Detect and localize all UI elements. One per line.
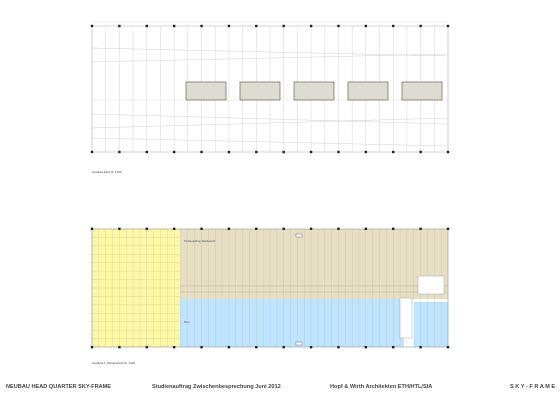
roof-column-bottom — [337, 151, 339, 153]
roof-column-bottom — [282, 151, 284, 153]
roof-column-top — [365, 25, 367, 27]
roof-column-bottom — [146, 151, 148, 153]
roof-plan-caption: Grundriss Dach Nr. 1:200 — [92, 171, 122, 174]
stair-core — [400, 298, 412, 338]
roof-column-bottom — [365, 151, 367, 153]
floor-column-bottom — [447, 346, 449, 348]
floor-column-top — [310, 228, 312, 230]
floor-column-top — [365, 228, 367, 230]
roof-light-band — [294, 82, 334, 100]
floor-column-top — [200, 228, 202, 230]
roof-plan-drawing — [88, 18, 452, 158]
roof-column-bottom — [255, 151, 257, 153]
floor-column-top — [173, 228, 175, 230]
floor-column-bottom — [310, 346, 312, 348]
floor-column-top — [392, 228, 394, 230]
brand-text: S K Y - F R A M E — [510, 384, 556, 390]
roof-column-top — [419, 25, 421, 27]
floor-column-bottom — [337, 346, 339, 348]
floor-column-top — [118, 228, 120, 230]
blue-zone-label: Büro — [184, 321, 190, 324]
roof-column-bottom — [118, 151, 120, 153]
roof-column-bottom — [392, 151, 394, 153]
beige-zone-label: Studienauftrag Wettbewerb — [184, 240, 216, 243]
floor-column-top — [146, 228, 148, 230]
roof-column-top — [255, 25, 257, 27]
roof-column-top — [337, 25, 339, 27]
roof-column-bottom — [228, 151, 230, 153]
beige-zone — [180, 229, 448, 299]
roof-column-bottom — [419, 151, 421, 153]
roof-light-band — [240, 82, 280, 100]
roof-column-bottom — [91, 151, 93, 153]
roof-plan — [88, 18, 452, 158]
floor-column-bottom — [365, 346, 367, 348]
floor-column-top — [419, 228, 421, 230]
roof-column-top — [447, 25, 449, 27]
roof-column-top — [228, 25, 230, 27]
floor-column-top — [255, 228, 257, 230]
floor-plan — [88, 220, 452, 356]
roof-column-top — [118, 25, 120, 27]
roof-column-bottom — [200, 151, 202, 153]
floor-column-bottom — [91, 346, 93, 348]
roof-column-top — [146, 25, 148, 27]
roof-column-top — [310, 25, 312, 27]
phase-text: Studienauftrag Zwischenbesprechung Juni 2012 — [152, 384, 281, 390]
roof-column-top — [282, 25, 284, 27]
architects-text: Hopf & Wirth Architekten ETH/HTL/SIA — [330, 384, 433, 390]
roof-light-band — [348, 82, 388, 100]
floor-column-top — [282, 228, 284, 230]
roof-column-top — [91, 25, 93, 27]
floor-plan-drawing — [88, 220, 452, 356]
project-title: NEUBAU HEAD QUARTER SKY-FRAME — [6, 384, 112, 390]
floor-fixture-bottom — [296, 342, 302, 345]
roof-column-bottom — [447, 151, 449, 153]
floor-fixture-top — [296, 234, 302, 237]
floor-column-bottom — [173, 346, 175, 348]
floor-column-top — [447, 228, 449, 230]
roof-light-band — [402, 82, 442, 100]
floor-column-bottom — [282, 346, 284, 348]
floor-column-bottom — [228, 346, 230, 348]
roof-column-top — [200, 25, 202, 27]
floor-column-bottom — [255, 346, 257, 348]
title-block — [0, 384, 560, 394]
floor-plan-caption: Grundriss 1. Obergeschoss Nr. 1:200 — [92, 362, 135, 365]
roof-column-bottom — [173, 151, 175, 153]
floor-column-bottom — [392, 346, 394, 348]
roof-column-top — [392, 25, 394, 27]
floor-column-bottom — [146, 346, 148, 348]
floor-column-top — [91, 228, 93, 230]
blue-zone-east — [414, 302, 448, 347]
floor-column-bottom — [419, 346, 421, 348]
floor-column-bottom — [118, 346, 120, 348]
roof-column-top — [173, 25, 175, 27]
floor-column-top — [228, 228, 230, 230]
floor-column-top — [337, 228, 339, 230]
blue-zone — [180, 299, 404, 347]
floor-column-bottom — [200, 346, 202, 348]
roof-light-band — [186, 82, 226, 100]
east-core — [418, 276, 444, 294]
roof-column-bottom — [310, 151, 312, 153]
